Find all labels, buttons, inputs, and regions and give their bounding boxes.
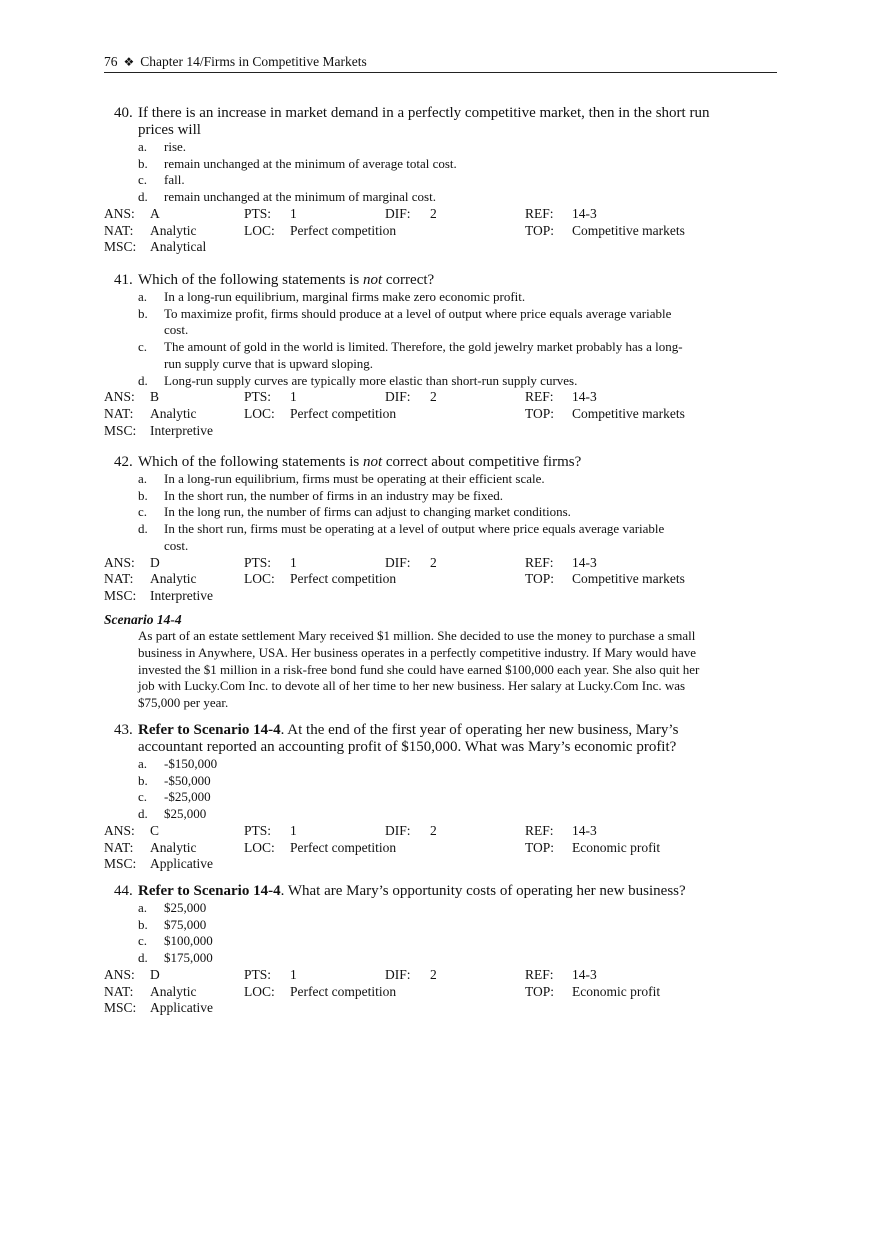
msc-value: Applicative [150, 1000, 213, 1016]
option-letter: a. [138, 289, 148, 304]
pts-value: 1 [290, 205, 297, 221]
ref-value: 14-3 [572, 205, 597, 221]
question-text: accountant reported an accounting profit of $150,000. What was Mary’s economic profit? [138, 739, 677, 755]
scenario-reference: Refer to Scenario 14-4 [138, 883, 281, 899]
loc-label: LOC: [244, 839, 275, 855]
option-text: The amount of gold in the world is limited. Therefore, the gold jewelry market probably has a long- [164, 339, 683, 355]
msc-label: MSC: [104, 239, 137, 255]
top-label: TOP: [525, 406, 555, 422]
top-label: TOP: [525, 222, 555, 238]
dif-label: DIF: [385, 966, 411, 982]
pts-label: PTS: [244, 389, 272, 405]
option-letter: c. [138, 933, 148, 949]
ref-label: REF: [525, 205, 554, 221]
scenario-line: business in Anywhere, USA. Her business operates in a perfectly competitive industry. If Mary would have [138, 644, 697, 660]
scenario-title: Scenario 14-4 [104, 612, 182, 627]
option-letter: b. [138, 916, 148, 932]
question-40 [104, 105, 764, 256]
nat-label: NAT: [104, 983, 134, 999]
option-letter: c. [138, 789, 148, 805]
ref-value: 14-3 [572, 822, 597, 838]
dif-value: 2 [430, 822, 437, 838]
option-text: To maximize profit, firms should produce at a level of output where price equals average variable [164, 305, 672, 321]
ans-label: ANS: [104, 554, 135, 570]
ans-value: D [150, 966, 160, 982]
answer-meta-row [104, 967, 764, 984]
msc-label: MSC: [104, 588, 137, 604]
ref-label: REF: [525, 389, 554, 405]
option-letter: d. [138, 950, 148, 966]
top-value: Competitive markets [572, 406, 685, 422]
msc-row [104, 856, 764, 873]
nat-label: NAT: [104, 222, 134, 238]
ref-value: 14-3 [572, 966, 597, 982]
option-text: In a long-run equilibrium, firms must be operating at their efficient scale. [164, 471, 545, 486]
scenario-reference: Refer to Scenario 14-4 [138, 722, 281, 738]
option [104, 917, 764, 934]
msc-label: MSC: [104, 856, 137, 872]
top-label: TOP: [525, 983, 555, 999]
question-number: 40. [114, 105, 133, 121]
option-letter: d. [138, 806, 148, 822]
option-letter: a. [138, 756, 148, 771]
question-stem [104, 722, 764, 739]
ref-value: 14-3 [572, 389, 597, 405]
option [104, 289, 764, 306]
loc-label: LOC: [244, 983, 275, 999]
loc-label: LOC: [244, 571, 275, 587]
option [104, 373, 764, 390]
question-43 [104, 722, 764, 873]
option [104, 900, 764, 917]
option-text: $25,000 [164, 806, 207, 822]
loc-value: Perfect competition [290, 983, 397, 999]
answer-meta-row [104, 389, 764, 406]
question-text: correct? [382, 272, 435, 288]
msc-value: Applicative [150, 856, 213, 872]
top-value: Competitive markets [572, 222, 685, 238]
option-letter: b. [138, 487, 148, 503]
msc-row [104, 239, 764, 256]
option [104, 806, 764, 823]
option-text: In the short run, firms must be operating at a level of output where price equals average variable [164, 521, 665, 537]
nat-value: Analytic [150, 983, 197, 999]
pts-label: PTS: [244, 205, 272, 221]
ans-value: D [150, 554, 160, 570]
classification-row [104, 571, 764, 588]
msc-value: Interpretive [150, 588, 213, 604]
ref-label: REF: [525, 966, 554, 982]
diamond-separator-icon: ❖ [123, 55, 135, 69]
classification-row [104, 406, 764, 423]
pts-value: 1 [290, 822, 297, 838]
question-number: 43. [114, 722, 133, 738]
option [104, 156, 764, 173]
scenario-line: job with Lucky.Com Inc. to devote all of her time to her new business. Her salary at Lucky.Com Inc. was [138, 678, 686, 694]
nat-label: NAT: [104, 406, 134, 422]
classification-row [104, 223, 764, 240]
dif-label: DIF: [385, 822, 411, 838]
option-letter: b. [138, 305, 148, 321]
pts-label: PTS: [244, 966, 272, 982]
msc-row [104, 588, 764, 605]
question-text: If there is an increase in market demand in a perfectly competitive market, then in the short run [138, 105, 710, 121]
ans-label: ANS: [104, 205, 135, 221]
ans-value: A [150, 205, 160, 221]
option-letter: d. [138, 189, 148, 205]
question-44 [104, 883, 764, 1017]
option [104, 339, 764, 372]
dif-label: DIF: [385, 205, 411, 221]
msc-row [104, 423, 764, 440]
option [104, 756, 764, 773]
option-text: $75,000 [164, 916, 207, 932]
question-text: . At the end of the first year of operating her new business, Mary’s [280, 722, 679, 738]
option-text: remain unchanged at the minimum of marginal cost. [164, 189, 436, 205]
nat-value: Analytic [150, 406, 197, 422]
nat-label: NAT: [104, 571, 134, 587]
option-text: $25,000 [164, 900, 207, 915]
scenario-14-4 [104, 612, 764, 712]
loc-value: Perfect competition [290, 406, 397, 422]
option-text: $175,000 [164, 950, 213, 966]
running-header [104, 54, 777, 73]
classification-row [104, 840, 764, 857]
option-letter: a. [138, 471, 148, 486]
option [104, 789, 764, 806]
ans-value: B [150, 389, 160, 405]
option [104, 773, 764, 790]
option-text: rise. [164, 139, 187, 154]
pts-value: 1 [290, 966, 297, 982]
option-text: -$150,000 [164, 756, 218, 771]
option [104, 139, 764, 156]
option [104, 471, 764, 488]
option [104, 950, 764, 967]
option [104, 172, 764, 189]
pts-label: PTS: [244, 822, 272, 838]
question-text: . What are Mary’s opportunity costs of operating her new business? [280, 883, 686, 899]
top-value: Competitive markets [572, 571, 685, 587]
ref-label: REF: [525, 554, 554, 570]
option-letter: c. [138, 339, 148, 355]
option [104, 189, 764, 206]
scenario-line: $75,000 per year. [138, 695, 229, 711]
question-number: 41. [114, 272, 133, 288]
dif-label: DIF: [385, 389, 411, 405]
option [104, 488, 764, 505]
dif-label: DIF: [385, 554, 411, 570]
scenario-line: invested the $1 million in a risk-free bond fund she could have earned $100,000 each year. She also quit her [138, 661, 700, 677]
option-text-cont: cost. [164, 322, 189, 338]
question-stem [104, 105, 764, 122]
top-value: Economic profit [572, 839, 661, 855]
option-letter: d. [138, 372, 148, 388]
top-label: TOP: [525, 839, 555, 855]
question-41 [104, 272, 764, 440]
ans-label: ANS: [104, 389, 135, 405]
answer-meta-row [104, 555, 764, 572]
dif-value: 2 [430, 554, 437, 570]
msc-value: Interpretive [150, 422, 213, 438]
nat-value: Analytic [150, 222, 197, 238]
scenario-line: As part of an estate settlement Mary received $1 million. She decided to use the money to purchase a small [138, 628, 696, 643]
nat-value: Analytic [150, 839, 197, 855]
loc-value: Perfect competition [290, 571, 397, 587]
emphasis-text: not [362, 272, 383, 288]
msc-label: MSC: [104, 1000, 137, 1016]
scenario-body [104, 628, 764, 712]
question-number: 42. [114, 454, 133, 470]
ref-value: 14-3 [572, 554, 597, 570]
top-value: Economic profit [572, 983, 661, 999]
top-label: TOP: [525, 571, 555, 587]
option-text: -$25,000 [164, 789, 211, 805]
option-text: remain unchanged at the minimum of average total cost. [164, 155, 457, 171]
ans-label: ANS: [104, 822, 135, 838]
msc-row [104, 1000, 764, 1017]
pts-value: 1 [290, 554, 297, 570]
dif-value: 2 [430, 389, 437, 405]
option-letter: b. [138, 772, 148, 788]
option-text: In the long run, the number of firms can adjust to changing market conditions. [164, 504, 571, 520]
option-letter: a. [138, 139, 148, 154]
loc-value: Perfect competition [290, 222, 397, 238]
option-text-cont: run supply curve that is upward sloping. [164, 355, 374, 371]
option-text: -$50,000 [164, 772, 211, 788]
question-stem-cont [104, 122, 764, 139]
pts-value: 1 [290, 389, 297, 405]
question-stem [104, 454, 764, 471]
nat-value: Analytic [150, 571, 197, 587]
option-letter: b. [138, 155, 148, 171]
loc-label: LOC: [244, 406, 275, 422]
question-text: prices will [138, 122, 201, 138]
page-number: 76 [104, 54, 118, 69]
option-text: In a long-run equilibrium, marginal firms make zero economic profit. [164, 289, 526, 304]
dif-value: 2 [430, 205, 437, 221]
question-stem-cont [104, 739, 764, 756]
nat-label: NAT: [104, 839, 134, 855]
pts-label: PTS: [244, 554, 272, 570]
question-number: 44. [114, 883, 133, 899]
ref-label: REF: [525, 822, 554, 838]
loc-label: LOC: [244, 222, 275, 238]
option-letter: d. [138, 521, 148, 537]
ans-value: C [150, 822, 160, 838]
option-text: Long-run supply curves are typically more elastic than short-run supply curves. [164, 372, 578, 388]
option-text: $100,000 [164, 933, 213, 949]
option-text-cont: cost. [164, 537, 189, 553]
question-42 [104, 454, 764, 605]
question-text: correct about competitive firms? [382, 454, 582, 470]
option-text: In the short run, the number of firms in an industry may be fixed. [164, 487, 504, 503]
answer-meta-row [104, 206, 764, 223]
loc-value: Perfect competition [290, 839, 397, 855]
option [104, 504, 764, 521]
option-text: fall. [164, 172, 185, 188]
option [104, 521, 764, 554]
question-stem [104, 272, 764, 289]
option [104, 933, 764, 950]
chapter-title: Chapter 14/Firms in Competitive Markets [140, 54, 367, 69]
option-letter: a. [138, 900, 148, 915]
emphasis-text: not [362, 454, 383, 470]
option-letter: c. [138, 172, 148, 188]
dif-value: 2 [430, 966, 437, 982]
question-text: Which of the following statements is [138, 272, 363, 288]
question-text: Which of the following statements is [138, 454, 363, 470]
option-letter: c. [138, 504, 148, 520]
ans-label: ANS: [104, 966, 135, 982]
classification-row [104, 984, 764, 1001]
answer-meta-row [104, 823, 764, 840]
question-stem [104, 883, 764, 900]
msc-value: Analytical [150, 239, 207, 255]
option [104, 306, 764, 339]
msc-label: MSC: [104, 422, 137, 438]
